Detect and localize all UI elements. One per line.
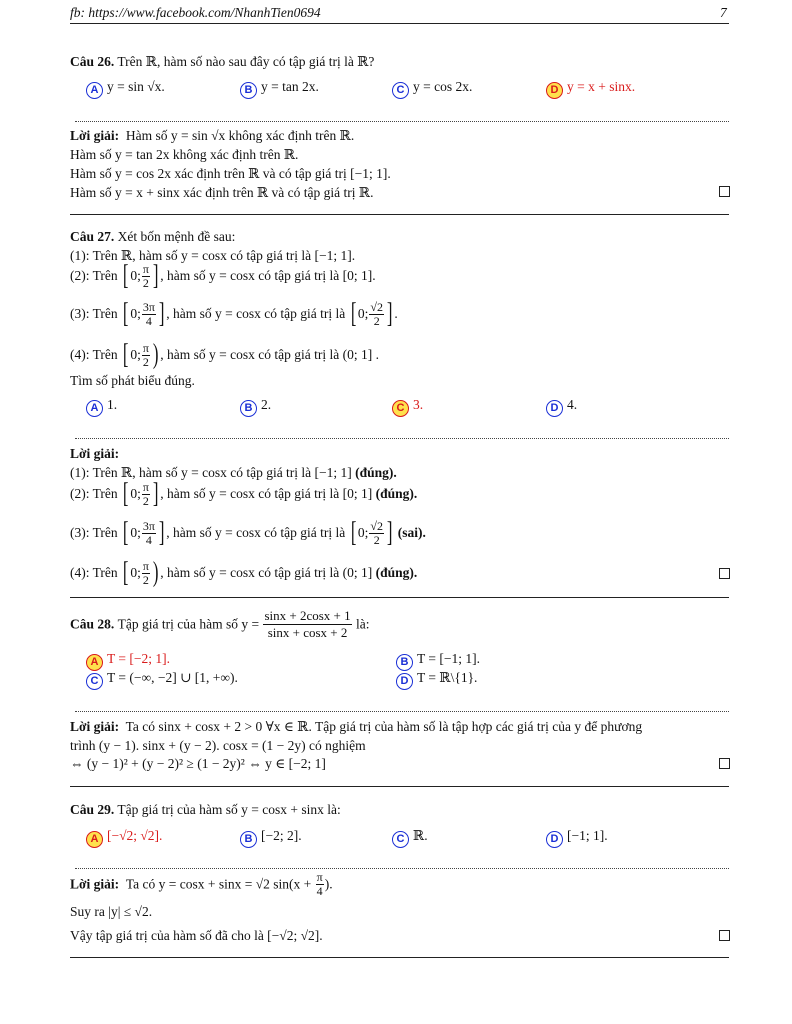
- q27-statement-4: (4): Trên [ 0; $\frac{\pi}{2}$ ) , hàm số y = cosx có tập giá trị là (0; 1] .: [70, 339, 379, 370]
- qed-square: [719, 930, 730, 941]
- q27-statement-2: (2): Trên [ 0; $\frac{\pi}{2}$ ] , hàm số y = cosx có tập giá trị là [0; 1].: [70, 260, 376, 291]
- q29-solution-line-3: Vậy tập giá trị của hàm số đã cho là [−√2; √2].: [70, 928, 323, 943]
- section-rule: [70, 597, 729, 598]
- page-number: 7: [720, 5, 727, 20]
- question-text: Trên ℝ, hàm số nào sau đây có tập giá trị là ℝ?: [117, 54, 375, 69]
- q27-option-a[interactable]: A 1.: [86, 397, 117, 417]
- question-label: Câu 26.: [70, 54, 115, 69]
- q27-solution-1: (1): Trên ℝ, hàm số y = cosx có tập giá trị là [−1; 1] (đúng).: [70, 465, 397, 480]
- qed-square: [719, 186, 730, 197]
- option-letter-b: B: [240, 82, 257, 99]
- question-28: Câu 28. Tập giá trị của hàm số y = $\frac{\sin x + 2\cos x + 1}{\sin x + \cos x + 2}$ là:: [70, 608, 370, 640]
- q27-solution-2: (2): Trên [ 0; $\frac{\pi}{2}$ ] , hàm số y = cosx có tập giá trị là [0; 1] (đúng).: [70, 478, 418, 509]
- header-rule: [70, 23, 729, 24]
- qed-square: [719, 568, 730, 579]
- option-text: y = tan 2x.: [261, 79, 319, 94]
- q29-option-c[interactable]: C ℝ.: [392, 828, 428, 848]
- q28-solution-line-2: trình (y − 1). sinx + (y − 2). cosx = (1 − 2y) có nghiệm: [70, 738, 366, 753]
- q27-solution-4: (4): Trên [ 0; $\frac{\pi}{2}$ ) , hàm số y = cosx có tập giá trị là (0; 1] (đúng).: [70, 557, 418, 588]
- option-text: y = x + sinx.: [567, 79, 636, 94]
- q28-solution-line-1: Lời giải: Ta có sinx + cosx + 2 > 0 ∀x ∈ ℝ. Tập giá trị của hàm số là tập hợp các giá trị của y để phương: [70, 719, 643, 734]
- dotted-separator: [75, 868, 729, 869]
- q29-option-a-correct[interactable]: A [−√2; √2].: [86, 828, 162, 848]
- q26-solution-line-4: Hàm số y = x + sinx xác định trên ℝ và có tập giá trị ℝ.: [70, 185, 374, 200]
- q27-statement-3: (3): Trên [ 0; $\frac{3\pi}{4}$ ] , hàm số y = cosx có tập giá trị là [ 0; $\frac{√2}{2}$ ] .: [70, 298, 398, 329]
- qed-square: [719, 758, 730, 769]
- q29-solution-line-2: Suy ra |y| ≤ √2.: [70, 904, 153, 919]
- q28-option-c[interactable]: C T = (−∞, −2] ∪ [1, +∞).: [86, 670, 238, 690]
- q26-solution-line-3: Hàm số y = cos 2x xác định trên ℝ và có tập giá trị [−1; 1].: [70, 166, 391, 181]
- section-rule: [70, 957, 729, 958]
- q27-statement-1: (1): Trên ℝ, hàm số y = cosx có tập giá trị là [−1; 1].: [70, 248, 356, 263]
- dotted-separator: [75, 121, 729, 122]
- q27-option-d[interactable]: D 4.: [546, 397, 577, 417]
- option-text: y = sin √x.: [107, 79, 165, 94]
- q27-option-c-correct[interactable]: C 3.: [392, 397, 423, 417]
- question-29: Câu 29. Tập giá trị của hàm số y = cosx + sinx là:: [70, 802, 341, 817]
- q27-solution-label: Lời giải:: [70, 446, 120, 461]
- q28-option-a-correct[interactable]: A T = [−2; 1].: [86, 651, 170, 671]
- q26-option-d-correct[interactable]: [546, 79, 635, 99]
- q29-option-d[interactable]: D [−1; 1].: [546, 828, 608, 848]
- q26-option-c[interactable]: [392, 79, 472, 99]
- q26-solution-line-1: Lời giải: Hàm số y = sin √x không xác định trên ℝ.: [70, 128, 355, 143]
- q26-option-b[interactable]: [240, 79, 319, 99]
- q29-option-b[interactable]: B [−2; 2].: [240, 828, 302, 848]
- option-text: y = cos 2x.: [413, 79, 473, 94]
- q28-option-d[interactable]: D T = ℝ\{1}.: [396, 670, 477, 690]
- q28-solution-line-3: ⇔ (y − 1)² + (y − 2)² ≥ (1 − 2y)² ⇔ y ∈ [−2; 1]: [70, 756, 326, 771]
- option-letter-a: A: [86, 82, 103, 99]
- dotted-separator: [75, 438, 729, 439]
- question-26: [70, 54, 374, 70]
- option-letter-c: C: [392, 82, 409, 99]
- q27-option-b[interactable]: B 2.: [240, 397, 271, 417]
- option-letter-d: D: [546, 82, 563, 99]
- header-source-link[interactable]: fb: https://www.facebook.com/NhanhTien0694: [70, 5, 321, 20]
- q27-solution-3: (3): Trên [ 0; $\frac{3\pi}{4}$ ] , hàm số y = cosx có tập giá trị là [ 0; $\frac{√2}{2}$ ] (sai).: [70, 517, 426, 548]
- q27-ask: Tìm số phát biểu đúng.: [70, 373, 195, 388]
- q26-solution-line-2: Hàm số y = tan 2x không xác định trên ℝ.: [70, 147, 299, 162]
- section-rule: [70, 786, 729, 787]
- section-rule: [70, 214, 729, 215]
- dotted-separator: [75, 711, 729, 712]
- q26-option-a[interactable]: [86, 79, 165, 99]
- q29-solution-line-1: Lời giải: Ta có y = cosx + sinx = √2 sin(x + $\frac{\pi}{4}$ ).: [70, 870, 333, 898]
- question-27: Câu 27. Xét bốn mệnh đề sau:: [70, 229, 236, 244]
- q28-option-b[interactable]: B T = [−1; 1].: [396, 651, 480, 671]
